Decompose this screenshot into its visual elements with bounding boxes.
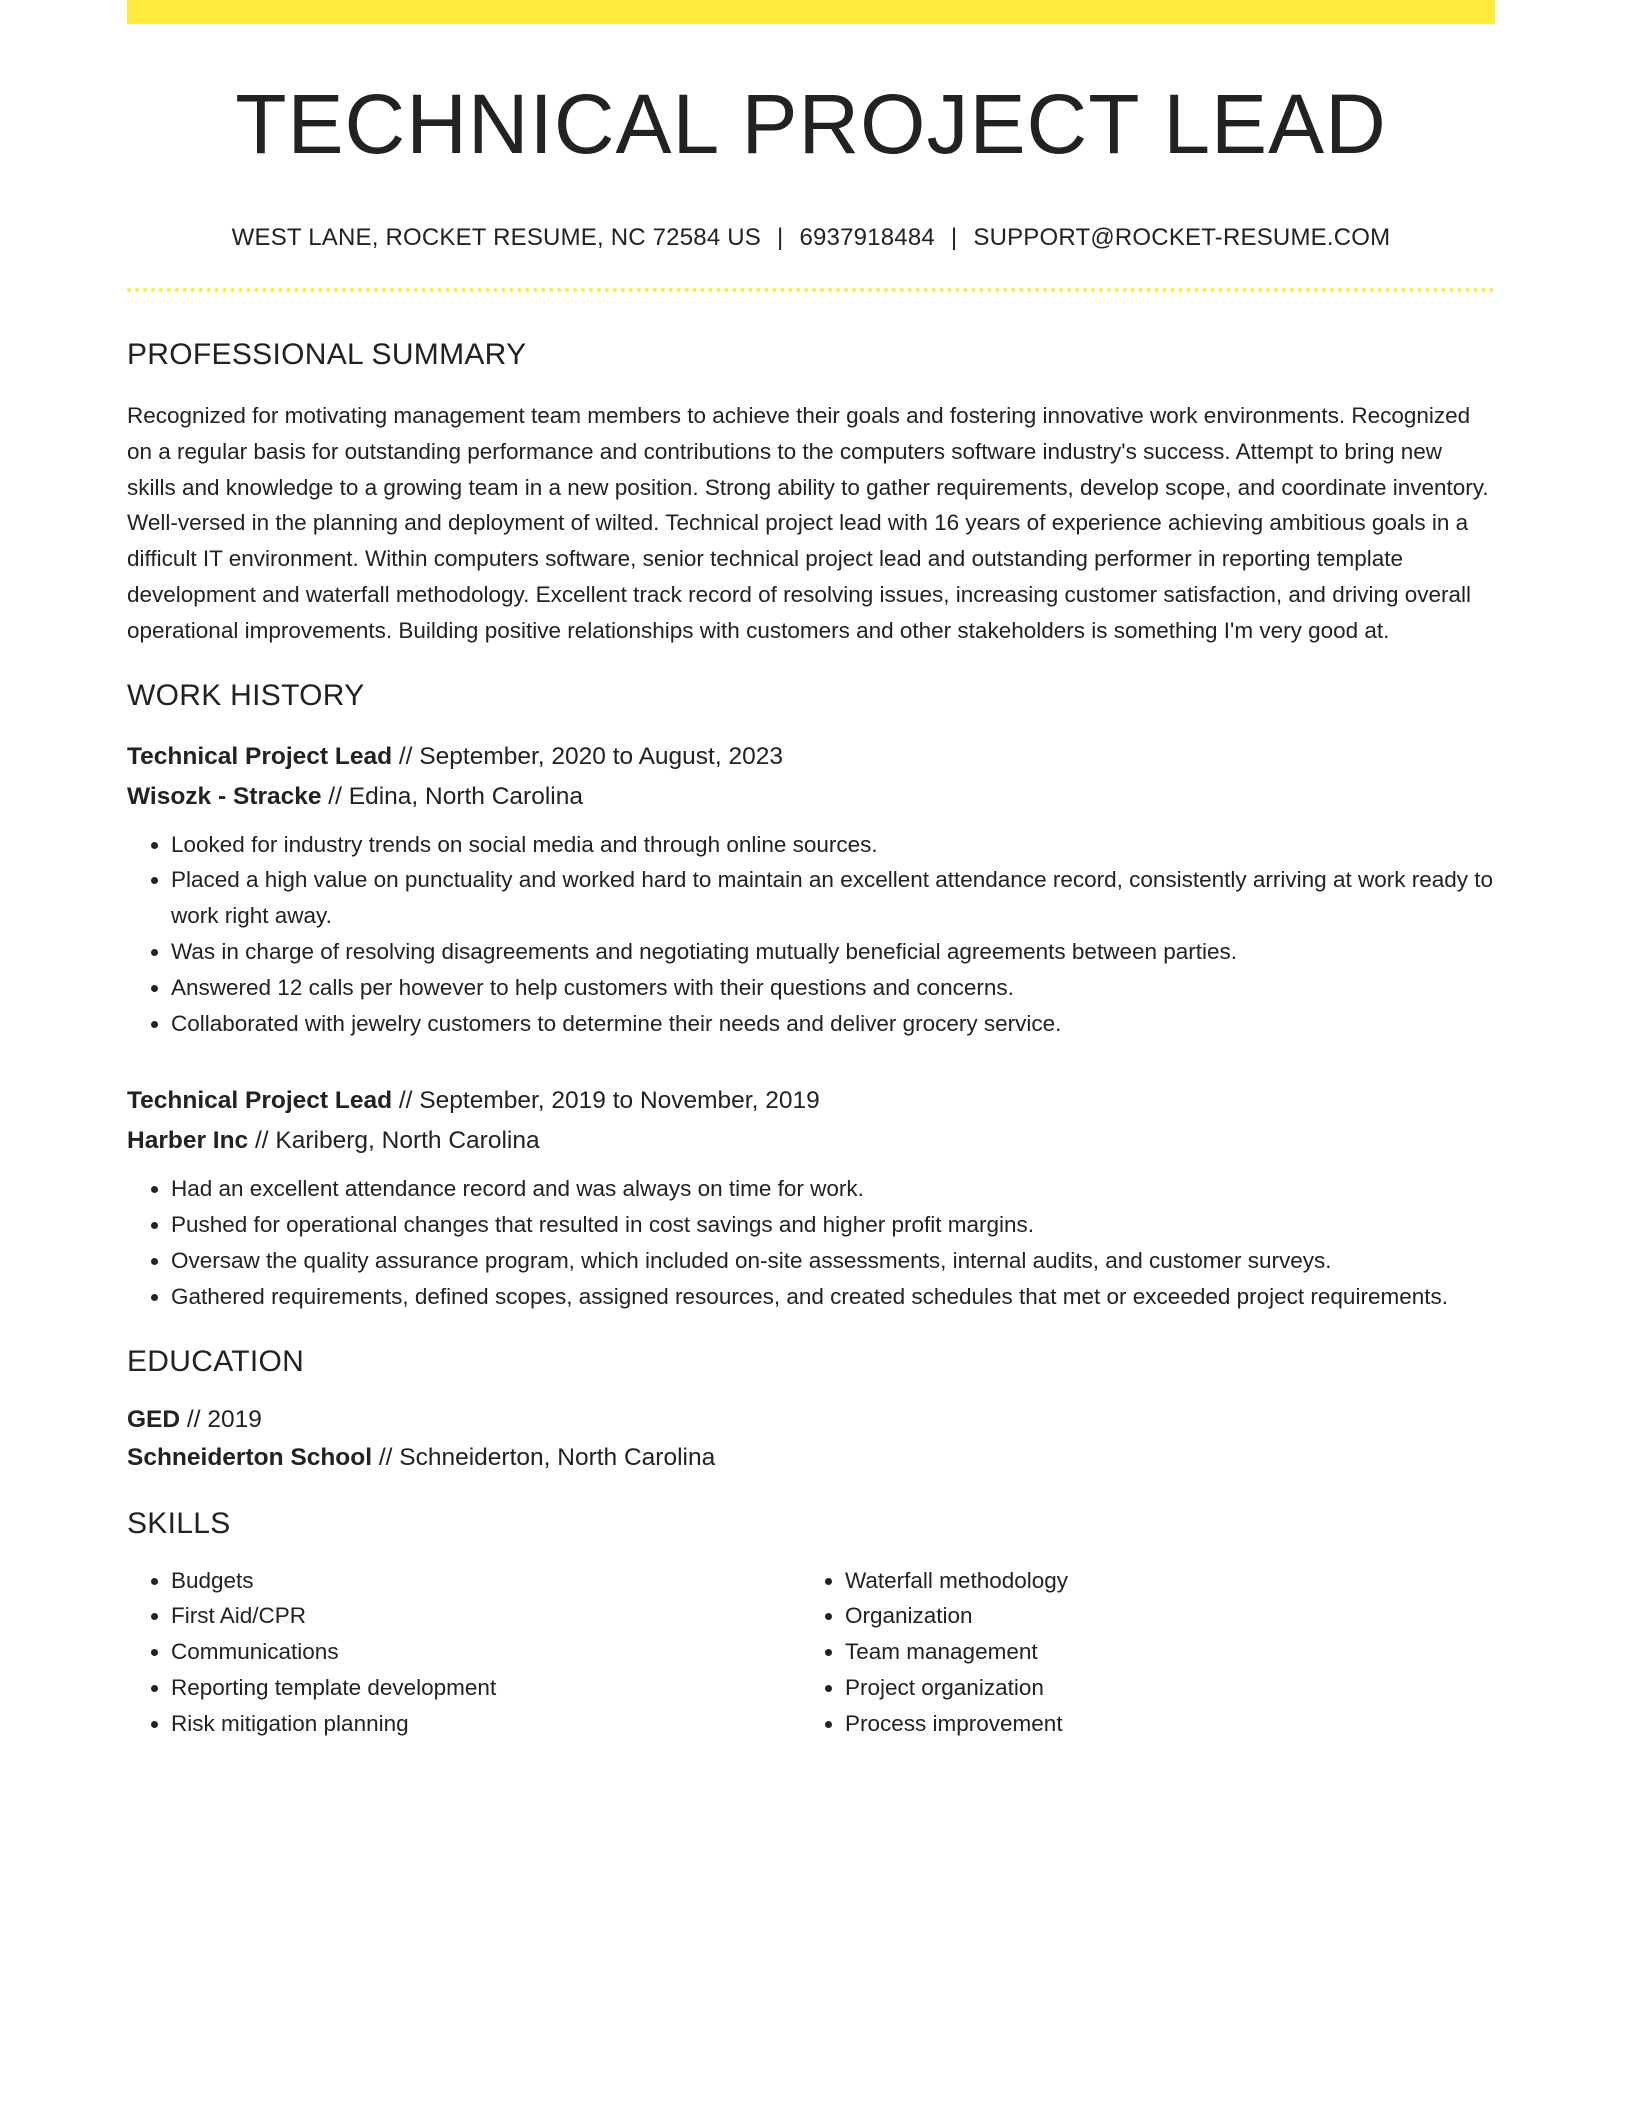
skills-column-right <box>801 1563 1475 1742</box>
job-dates: // September, 2019 to November, 2019 <box>392 1087 820 1115</box>
accent-bar <box>127 0 1495 24</box>
school-line <box>127 1439 1495 1477</box>
skill-item: • Project organization <box>845 1670 1475 1706</box>
skill-item: • Process improvement <box>845 1706 1475 1742</box>
skills-section <box>127 1507 1495 1742</box>
skill-item: • Team management <box>845 1634 1475 1670</box>
skill-item: • Budgets <box>171 1563 801 1599</box>
list-item: • Collaborated with jewelry customers to determine their needs and deliver grocery service. <box>171 1006 1495 1042</box>
degree: GED <box>127 1405 181 1433</box>
job-title: Technical Project Lead <box>127 1087 393 1115</box>
company-name: Harber Inc <box>127 1127 249 1155</box>
job-company-line <box>127 1121 1495 1161</box>
section-heading-work: WORK HISTORY <box>127 678 365 712</box>
work-history-section <box>127 679 1495 1315</box>
company-name: Wisozk - Stracke <box>127 782 322 810</box>
job-bullets <box>127 1171 1495 1314</box>
job-title-line <box>127 737 1495 777</box>
contact-line <box>127 224 1495 252</box>
skill-item: • Reporting template development <box>171 1670 801 1706</box>
list-item: • Oversaw the quality assurance program, which included on-site assessments, internal audits, and customer surveys. <box>171 1243 1495 1279</box>
skill-item: • Organization <box>845 1598 1475 1634</box>
job-title: Technical Project Lead <box>127 742 393 770</box>
list-item: • Looked for industry trends on social media and through online sources. <box>171 827 1495 863</box>
email: SUPPORT@ROCKET-RESUME.COM <box>973 224 1391 251</box>
job-company-line <box>127 777 1495 817</box>
skill-item: • First Aid/CPR <box>171 1598 801 1634</box>
address: WEST LANE, ROCKET RESUME, NC 72584 US <box>231 224 761 251</box>
skills-column-left <box>127 1563 801 1742</box>
education-section <box>127 1345 1495 1477</box>
school-name: Schneiderton School <box>127 1443 373 1471</box>
list-item: • Had an excellent attendance record and was always on time for work. <box>171 1171 1495 1207</box>
summary-text: Recognized for motivating management team members to achieve their goals and fostering innovative work environments. Recognized on a regular basis for outstanding performance and contributions to the computers software industry's success. Attempt to bring new skills and knowledge to a growing team in a new position. Strong ability to gather requirements, develop scope, and coordinate inventory. Well-versed in the planning and deployment of wilted. Technical project lead with 16 years of experience achieving ambitious goals in a difficult IT environment. Within computers software, senior technical project lead and outstanding performer in reporting template development and waterfall methodology. Excellent track record of resolving issues, increasing customer satisfaction, and driving overall operational improvements. Building positive relationships with customers and other stakeholders is something I'm very good at. <box>127 403 1489 643</box>
job-bullets <box>127 827 1495 1042</box>
resume-title: TECHNICAL PROJECT LEAD <box>235 77 1387 171</box>
list-item: • Pushed for operational changes that resulted in cost savings and higher profit margins. <box>171 1207 1495 1243</box>
job-title-line <box>127 1081 1495 1121</box>
list-item: • Was in charge of resolving disagreements and negotiating mutually beneficial agreements between parties. <box>171 934 1495 970</box>
summary-section <box>127 338 1495 649</box>
job-location: // Edina, North Carolina <box>321 782 583 810</box>
skill-item: • Communications <box>171 1634 801 1670</box>
job-dates: // September, 2020 to August, 2023 <box>392 742 783 770</box>
skills-grid <box>127 1563 1495 1742</box>
job-entry <box>127 737 1495 1042</box>
job-entry <box>127 1081 1495 1314</box>
skill-item: • Risk mitigation planning <box>171 1706 801 1742</box>
list-item: • Answered 12 calls per however to help customers with their questions and concerns. <box>171 970 1495 1006</box>
phone: 6937918484 <box>799 224 935 251</box>
section-heading-education: EDUCATION <box>127 1344 305 1378</box>
section-heading-skills: SKILLS <box>127 1506 231 1540</box>
section-heading-summary: PROFESSIONAL SUMMARY <box>127 338 527 371</box>
job-location: // Kariberg, North Carolina <box>248 1127 540 1155</box>
resume-page <box>127 0 1495 1742</box>
school-location: // Schneiderton, North Carolina <box>372 1443 716 1471</box>
education-entry <box>127 1401 1495 1477</box>
skill-item: • Waterfall methodology <box>845 1563 1475 1599</box>
contact-separator: | <box>950 224 958 251</box>
contact-separator: | <box>777 224 784 251</box>
list-item: • Gathered requirements, defined scopes, assigned resources, and created schedules that met or exceeded project requirements. <box>171 1279 1495 1315</box>
education-year: // 2019 <box>180 1405 262 1433</box>
dotted-divider <box>127 288 1495 292</box>
list-item: • Placed a high value on punctuality and worked hard to maintain an excellent attendance record, consistently arriving at work ready to work right away. <box>171 862 1495 934</box>
degree-line <box>127 1401 1495 1439</box>
